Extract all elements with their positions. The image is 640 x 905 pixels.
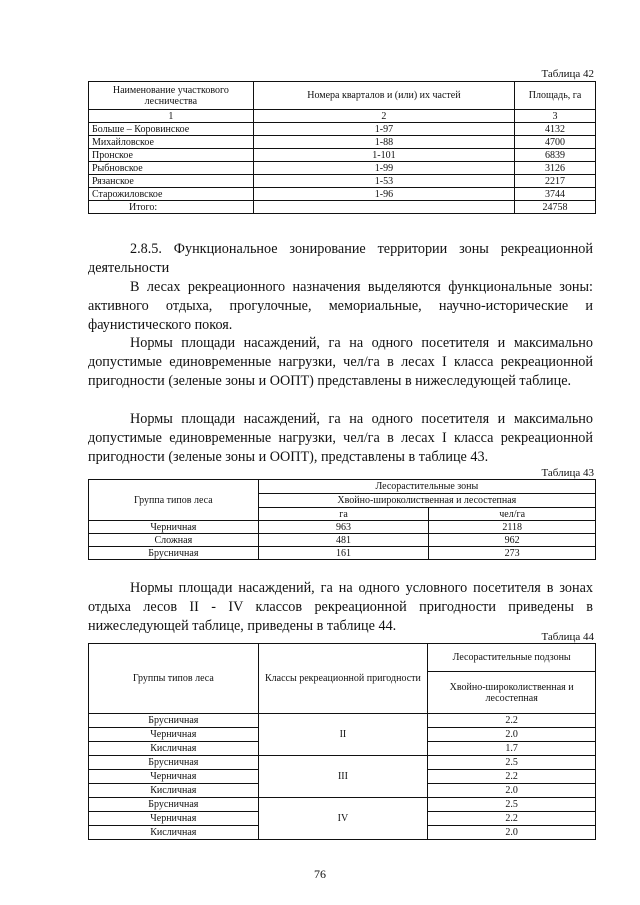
table43-cell: 273 — [429, 547, 596, 560]
paragraph-norms-3: Нормы площади насаждений, га на одного условного посетителя в зонах отдыха лесов II - IV классов рекреационной пригодности приведены в нижеследующей таблице, приведены в таблице 44. — [88, 580, 593, 634]
table44-cell: Кисличная — [89, 826, 259, 840]
table42-colnum: 2 — [253, 110, 514, 123]
table43-unit-per-ha: чел/га — [429, 508, 596, 521]
table44-cell: 2.0 — [428, 728, 596, 742]
table42-cell: Старожиловское — [89, 188, 254, 201]
table42-cell: 1-99 — [253, 162, 514, 175]
table42-header-quarters: Номера кварталов и (или) их частей — [253, 82, 514, 110]
table44-cell: 2.0 — [428, 826, 596, 840]
table42-cell: 1-88 — [253, 136, 514, 149]
paragraph-norms-2: Нормы площади насаждений, га на одного посетителя и максимально допустимые единовременные нагрузки, чел/га в лесах I класса рекреационной пригодности (зеленые зоны и ООПТ), представлены в таблице 43. — [88, 411, 593, 465]
table42-cell: 2217 — [515, 175, 596, 188]
table-row — [89, 798, 596, 812]
table42-cell: Рыбновское — [89, 162, 254, 175]
table42-cell: 4700 — [515, 136, 596, 149]
section-heading: 2.8.5. Функциональное зонирование территории зоны рекреационной деятельности — [88, 241, 593, 276]
table43-cell: 481 — [258, 534, 429, 547]
table-row — [89, 136, 596, 149]
table-row — [89, 521, 596, 534]
table42-cell: Пронское — [89, 149, 254, 162]
table42-cell: Больше – Коровинское — [89, 123, 254, 136]
table43-cell: Черничная — [89, 521, 259, 534]
table42-colnum: 3 — [515, 110, 596, 123]
table-row — [89, 175, 596, 188]
table42-total-value: 24758 — [515, 201, 596, 214]
table44-cell: 2.2 — [428, 714, 596, 728]
table43-cell: Брусничная — [89, 547, 259, 560]
table42-cell: Михайловское — [89, 136, 254, 149]
table44-cell: 2.5 — [428, 756, 596, 770]
table44 — [88, 643, 596, 840]
table-row — [89, 188, 596, 201]
table-row — [89, 756, 596, 770]
table44-caption: Таблица 44 — [541, 631, 594, 643]
table42-header-area: Площадь, га — [515, 82, 596, 110]
table44-cell: Брусничная — [89, 756, 259, 770]
table43-cell: 2118 — [429, 521, 596, 534]
table44-class-cell: II — [258, 714, 428, 756]
table44-cell: Черничная — [89, 812, 259, 826]
table43 — [88, 479, 596, 560]
paragraph-norms-1: Нормы площади насаждений, га на одного посетителя и максимально допустимые единовременные нагрузки, чел/га в лесах I класса рекреационной пригодности (зеленые зоны и ООПТ) представлены в нижеследующей таблице. — [88, 335, 593, 389]
table42-cell: Рязанское — [89, 175, 254, 188]
table42-caption: Таблица 42 — [541, 68, 594, 80]
table44-cell: Брусничная — [89, 714, 259, 728]
table-row — [89, 547, 596, 560]
table43-unit-ha: га — [258, 508, 429, 521]
table42-total-label: Итого: — [89, 201, 254, 214]
table42-cell: 3126 — [515, 162, 596, 175]
table44-header-zone: Хвойно-широколиственная и лесостепная — [428, 672, 596, 714]
table44-cell: 1.7 — [428, 742, 596, 756]
table43-cell: 962 — [429, 534, 596, 547]
table43-cell: Сложная — [89, 534, 259, 547]
table42-cell: 1-97 — [253, 123, 514, 136]
table44-cell: Брусничная — [89, 798, 259, 812]
table44-cell: Кисличная — [89, 784, 259, 798]
table44-cell: 2.0 — [428, 784, 596, 798]
table42-cell: 4132 — [515, 123, 596, 136]
table43-header-zones: Лесорастительные зоны — [258, 480, 595, 494]
table-row — [89, 162, 596, 175]
table43-header-group: Группа типов леса — [89, 480, 259, 521]
table-row — [89, 714, 596, 728]
table-row — [89, 149, 596, 162]
page-number: 76 — [314, 867, 326, 881]
table44-header-subzone: Лесорастительные подзоны — [428, 644, 596, 672]
table44-cell: 2.2 — [428, 770, 596, 784]
table44-class-cell: IV — [258, 798, 428, 840]
table44-cell: Черничная — [89, 770, 259, 784]
table42-header-forestry: Наименование участкового лесничества — [89, 82, 254, 110]
table44-header-group: Группы типов леса — [89, 644, 259, 714]
table42-cell: 1-53 — [253, 175, 514, 188]
table42-cell: 3744 — [515, 188, 596, 201]
table-row — [89, 123, 596, 136]
table43-header-subzone: Хвойно-широколиственная и лесостепная — [258, 494, 595, 508]
table43-cell: 963 — [258, 521, 429, 534]
table44-cell: 2.2 — [428, 812, 596, 826]
table44-class-cell: III — [258, 756, 428, 798]
table-row — [89, 534, 596, 547]
table42-cell: 1-96 — [253, 188, 514, 201]
table42 — [88, 81, 596, 214]
table44-cell: 2.5 — [428, 798, 596, 812]
table42-total-row — [89, 201, 596, 214]
table42-cell: 6839 — [515, 149, 596, 162]
paragraph-functional-zones: В лесах рекреационного назначения выделяются функциональные зоны: активного отдыха, прогулочные, мемориальные, научно-исторические и фаунистического покоя. — [88, 279, 593, 333]
table42-cell: 1-101 — [253, 149, 514, 162]
table42-total-empty — [253, 201, 514, 214]
table42-colnum: 1 — [89, 110, 254, 123]
table43-cell: 161 — [258, 547, 429, 560]
table44-cell: Кисличная — [89, 742, 259, 756]
table44-cell: Черничная — [89, 728, 259, 742]
table44-header-class: Классы рекреационной пригодности — [258, 644, 428, 714]
table43-caption: Таблица 43 — [541, 467, 594, 479]
